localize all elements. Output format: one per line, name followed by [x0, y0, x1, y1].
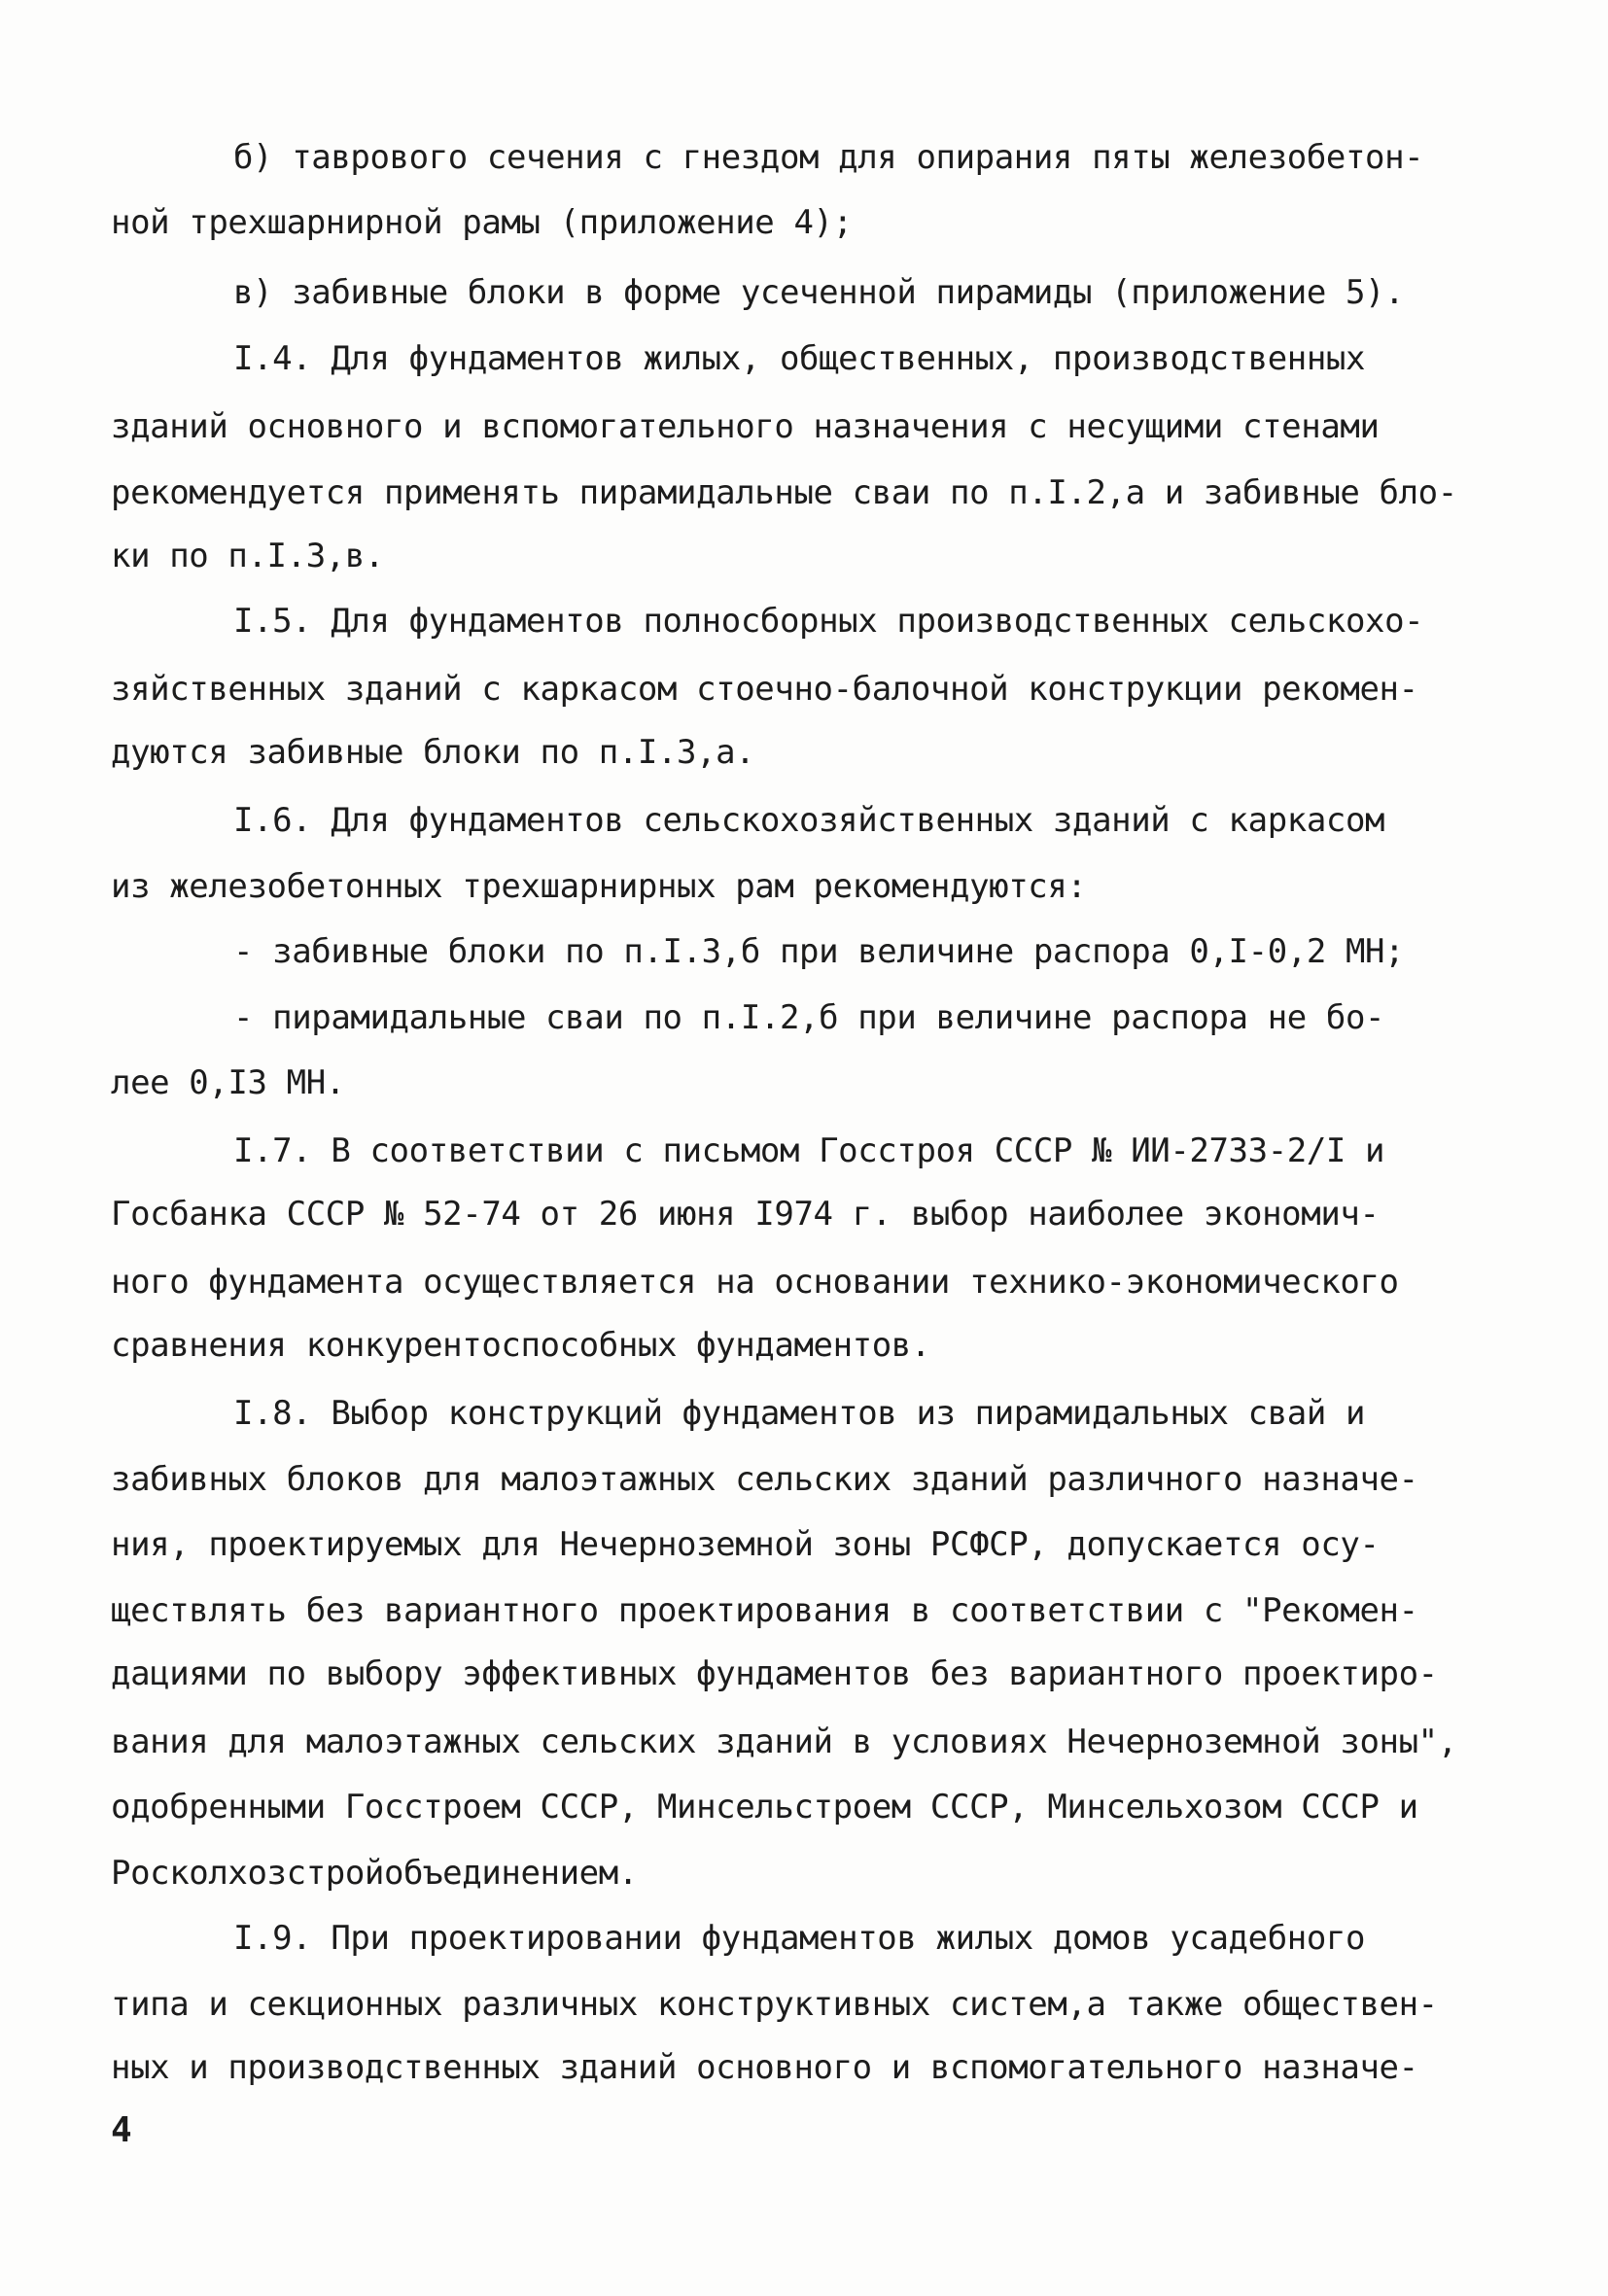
text-line: ки по п.I.3,в. — [111, 537, 384, 575]
text-line: сравнения конкурентоспособных фундаментов. — [111, 1326, 930, 1365]
text-line: б) таврового сечения с гнездом для опирания пяты железобетон- — [233, 138, 1424, 177]
page-number: 4 — [111, 2110, 132, 2150]
text-line: Госбанка СССР № 52-74 от 26 июня I974 г. выбор наиболее экономич- — [111, 1195, 1380, 1234]
text-line: I.6. Для фундаментов сельскохозяйственных зданий с каркасом — [233, 801, 1385, 840]
text-line: в) забивные блоки в форме усеченной пирамиды (приложение 5). — [233, 273, 1405, 312]
text-line: - пирамидальные сваи по п.I.2,б при величине распора не бо- — [233, 998, 1385, 1037]
text-line: I.5. Для фундаментов полносборных производственных сельскохо- — [233, 602, 1424, 641]
text-line: рекомендуется применять пирамидальные сваи по п.I.2,а и забивные бло- — [111, 473, 1457, 512]
text-line: зяйственных зданий с каркасом стоечно-балочной конструкции рекомен- — [111, 670, 1418, 709]
text-line: ных и производственных зданий основного и вспомогательного назначе- — [111, 2048, 1418, 2087]
text-line: Росколхозстройобъединением. — [111, 1854, 638, 1893]
text-line: из железобетонных трехшарнирных рам рекомендуются: — [111, 867, 1087, 906]
text-line: - забивные блоки по п.I.3,б при величине распора 0,I-0,2 МН; — [233, 932, 1405, 971]
text-line: зданий основного и вспомогательного назначения с несущими стенами — [111, 407, 1380, 446]
text-line: дуются забивные блоки по п.I.3,а. — [111, 733, 755, 772]
text-line: одобренными Госстроем СССР, Минсельстроем СССР, Минсельхозом СССР и — [111, 1788, 1418, 1826]
text-line: ния, проектируемых для Нечерноземной зоны РСФСР, допускается осу- — [111, 1525, 1380, 1564]
text-line: типа и секционных различных конструктивных систем,а также обществен- — [111, 1985, 1438, 2024]
text-line: I.4. Для фундаментов жилых, общественных, производственных — [233, 339, 1366, 378]
text-line: I.7. В соответствии с письмом Госстроя СССР № ИИ-2733-2/I и — [233, 1131, 1385, 1170]
text-line: вания для малоэтажных сельских зданий в условиях Нечерноземной зоны", — [111, 1722, 1457, 1761]
text-line: забивных блоков для малоэтажных сельских зданий различного назначе- — [111, 1460, 1418, 1499]
text-line: ного фундамента осуществляется на основании технико-экономического — [111, 1263, 1399, 1302]
text-line: I.9. При проектировании фундаментов жилых домов усадебного — [233, 1919, 1366, 1958]
text-line: I.8. Выбор конструкций фундаментов из пирамидальных свай и — [233, 1394, 1366, 1433]
text-line: ной трехшарнирной рамы (приложение 4); — [111, 203, 853, 242]
text-line: ществлять без вариантного проектирования в соответствии с "Рекомен- — [111, 1591, 1418, 1630]
text-line: лее 0,I3 МН. — [111, 1063, 345, 1102]
text-line: дациями по выбору эффективных фундаментов без вариантного проектиро- — [111, 1654, 1438, 1693]
